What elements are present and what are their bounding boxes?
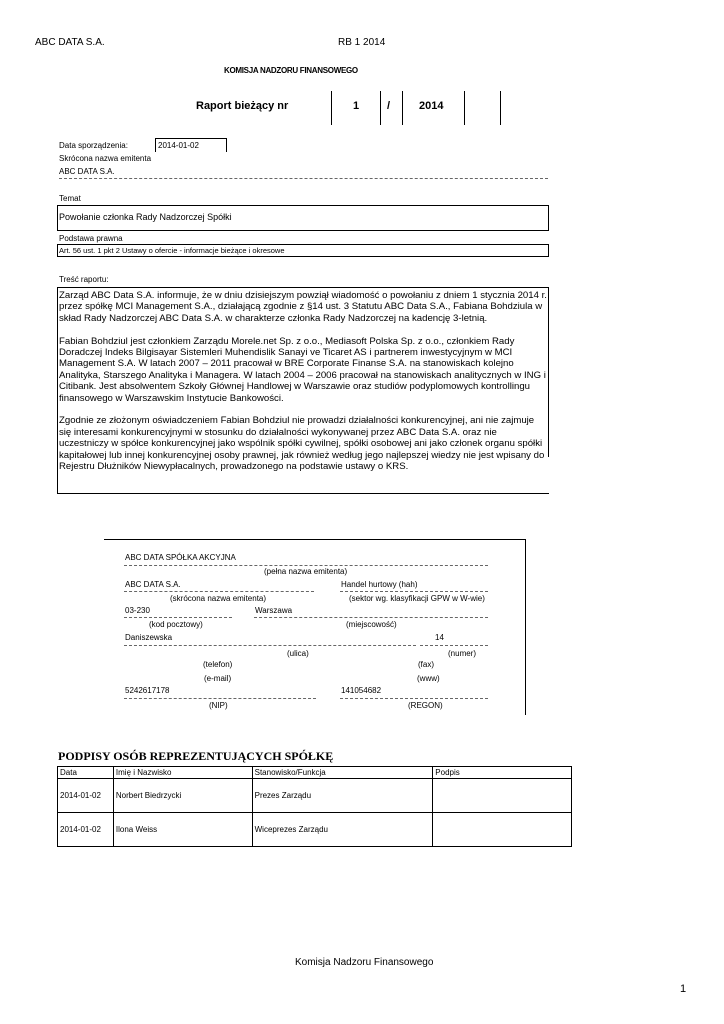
content-paragraph-2: Fabian Bohdziul jest członkiem Zarządu Morele.net Sp. z o.o., Mediasoft Polska Sp. z o.o., członkiem Rady Doradczej Indeks Bilgisayar Sistemleri Muhendislik Sanayi ve Ticaret AS i partnerem inwestycyjnym w MCI Management S.A. W latach 2007 – 2011 pracował w BRE Corporate Finanse S.A. na stanowiskach kolejno Analityka, Starszego Analityka i Managera. W latach 2004 – 2006 pracował na stanowiskach analitycznych w ING i Citibank. Jest absolwentem Szkoły Głównej Handlowej w Warszawie oraz studiów podyplomowych kontrollingu finansowego w Warszawskim Instytucie Bankowości. [59,335,546,404]
issuer-street: Daniszewska [125,633,173,642]
report-number: 1 [353,100,360,112]
header-report-code: RB 1 2014 [338,37,386,48]
row-position: Prezes Zarządu [252,779,433,813]
issuer-city-label: (miejscowość) [346,620,397,629]
page-number: 1 [680,983,687,995]
issuer-sector-label: (sektor wg. klasyfikacji GPW w W-wie) [349,594,485,603]
issuer-nip-label: (NIP) [209,701,228,710]
legal-basis-value: Art. 56 ust. 1 pkt 2 Ustawy o ofercie - informacje bieżące i okresowe [59,246,285,255]
issuer-full-name-label: (pełna nazwa emitenta) [264,567,348,576]
col-position: Stanowisko/Funkcja [252,767,433,779]
row-name: Norbert Biedrzycki [113,779,252,813]
col-date: Data [58,767,114,779]
issuer-phone-label: (telefon) [203,660,233,669]
report-separator: / [387,100,391,112]
header-company: ABC DATA S.A. [35,37,105,48]
signatures-header-row [58,767,572,779]
row-date: 2014-01-02 [58,779,114,813]
issuer-full-name: ABC DATA SPÓŁKA AKCYJNA [125,553,236,562]
issuer-www-label: (www) [417,674,440,683]
short-name-label: Skrócona nazwa emitenta [59,154,152,163]
issuer-sector: Handel hurtowy (hah) [341,580,418,589]
row-name: Ilona Weiss [113,813,252,847]
signatures-title: PODPISY OSÓB REPREZENTUJĄCYCH SPÓŁKĘ [58,749,334,763]
content-label: Treść raportu: [59,275,109,284]
row-signature [433,779,572,813]
issuer-nip: 5242617178 [125,686,170,695]
signatures-table [57,766,572,847]
table-row [58,813,572,847]
date-value: 2014-01-02 [158,141,199,150]
issuer-postal-code: 03-230 [125,606,150,615]
row-position: Wiceprezes Zarządu [252,813,433,847]
col-signature: Podpis [433,767,572,779]
issuer-fax-label: (fax) [418,660,434,669]
col-name: Imię i Nazwisko [113,767,252,779]
row-signature [433,813,572,847]
content-paragraph-1: Zarząd ABC Data S.A. informuje, że w dniu dzisiejszym powziął wiadomość o powołaniu z dniem 1 stycznia 2014 r. przez spółkę MCI Management S.A., działającą zgodnie z §14 ust. 3 Statutu ABC Data S.A., Fabiana Bohdziula w skład Rady Nadzorczej ABC Data S.A. w charakterze członka Rady Nadzorczej na kadencję 3-letnią. [59,290,547,324]
issuer-regon: 141054682 [341,686,382,695]
report-year: 2014 [419,100,444,112]
issuer-short-name-label: (skrócona nazwa emitenta) [170,594,267,603]
issuer-short-name: ABC DATA S.A. [125,580,181,589]
report-title: Raport bieżący nr [196,100,289,112]
issuer-street-label: (ulica) [287,649,309,658]
issuer-email-label: (e-mail) [204,674,232,683]
row-date: 2014-01-02 [58,813,114,847]
header-authority: KOMISJA NADZORU FINANSOWEGO [224,66,358,75]
issuer-regon-label: (REGON) [408,701,443,710]
short-name-value: ABC DATA S.A. [59,167,115,176]
footer-authority: Komisja Nadzoru Finansowego [295,957,434,968]
issuer-number-label: (numer) [448,649,477,658]
issuer-city: Warszawa [255,606,293,615]
subject-value: Powołanie członka Rady Nadzorczej Spółki [59,212,232,222]
content-paragraph-3: Zgodnie ze złożonym oświadczeniem Fabian Bohdziul nie prowadzi działalności konkurencyjnej, ani nie zajmuje się interesami konkurencyjnymi w stosunku do działalności wykonywanej przez ABC Data S.A. oraz nie uczestniczy w spółce konkurencyjnej jako wspólnik spółki cywilnej, spółki osobowej ani jako członek organu spółki kapitałowej lub innej konkurencyjnej osoby prawnej, jak również według jego najlepszej wiedzy nie jest wpisany do Rejestru Dłużników Niewypłacalnych, prowadzonego na podstawie ustawy o KRS. [59,415,545,473]
table-row [58,779,572,813]
issuer-postal-code-label: (kod pocztowy) [149,620,203,629]
subject-label: Temat [59,194,81,203]
issuer-number: 14 [435,633,444,642]
date-label: Data sporządzenia: [59,141,128,150]
report-content [59,290,549,484]
legal-basis-label: Podstawa prawna [59,234,123,243]
